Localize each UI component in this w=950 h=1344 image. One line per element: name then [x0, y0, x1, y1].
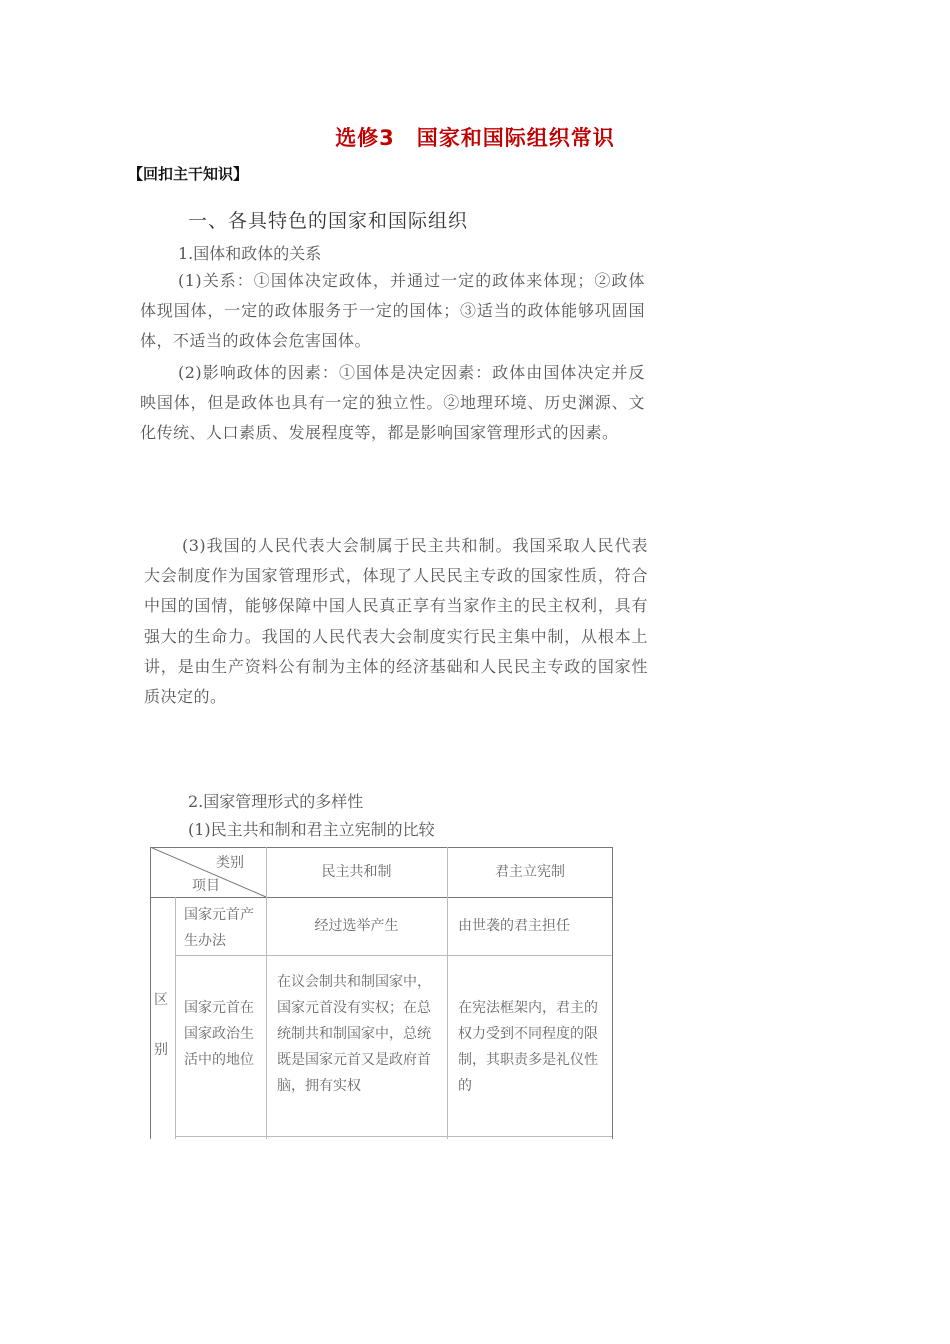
section-tag: 【回扣主干知识】: [128, 165, 249, 183]
paragraph-npc-system: (3)我国的人民代表大会制属于民主共和制。我国采取人民代表大会制度作为国家管理形式，体现了人民民主专政的国家性质，符合中国的国情，能够保障中国人民真正享有当家作主的民主权利，具有强大的生命力。我国的人民代表大会制度实行民主集中制，从根本上讲，是由生产资料公有制为主体的经济基础和人民民主专政的国家性质决定的。: [144, 536, 648, 707]
document-title: 选修3 国家和国际组织常识: [335, 126, 615, 150]
heading-1: 一、各具特色的国家和国际组织: [188, 210, 469, 232]
subheading-2: 2.国家管理形式的多样性: [188, 792, 364, 811]
header-republic: 民主共和制: [321, 864, 392, 880]
row1-item: 国家元首产生办法: [184, 907, 254, 949]
table-bottom-border: [175, 1136, 613, 1137]
row2-republic: 在议会制共和制国家中，国家元首没有实权；在总统制共和制国家中，总统既是国家元首又是政府首脑，拥有实权: [277, 974, 431, 1094]
group-label: 区别: [154, 992, 168, 1058]
table-row-divider: [175, 955, 613, 956]
paragraph-relation: (1)关系：①国体决定政体，并通过一定的政体来体现；②政体体现国体，一定的政体服务于一定的国体；③适当的政体能够巩固国体，不适当的政体会危害国体。: [140, 271, 645, 350]
comparison-table: [150, 847, 613, 1139]
row2-item: 国家元首在国家政治生活中的地位: [184, 1000, 254, 1068]
subheading-1: 1.国体和政体的关系: [178, 244, 322, 263]
row1-republic: 经过选举产生: [314, 918, 399, 934]
row1-monarchy: 由世袭的君主担任: [458, 918, 570, 934]
table-group-divider: [175, 897, 176, 1139]
row2-monarchy: 在宪法框架内，君主的权力受到不同程度的限制，其职责多是礼仪性的: [458, 1000, 598, 1094]
paragraph-factors: (2)影响政体的因素：①国体是决定因素：政体由国体决定并反映国体，但是政体也具有一定的独立性。②地理环境、历史渊源、文化传统、人口素质、发展程度等，都是影响国家管理形式的因素。: [140, 363, 645, 442]
subheading-3: (1)民主共和制和君主立宪制的比较: [188, 820, 435, 839]
header-monarchy: 君主立宪制: [495, 864, 565, 880]
corner-top-label: 类别: [216, 855, 244, 871]
corner-bottom-label: 项目: [192, 878, 220, 894]
